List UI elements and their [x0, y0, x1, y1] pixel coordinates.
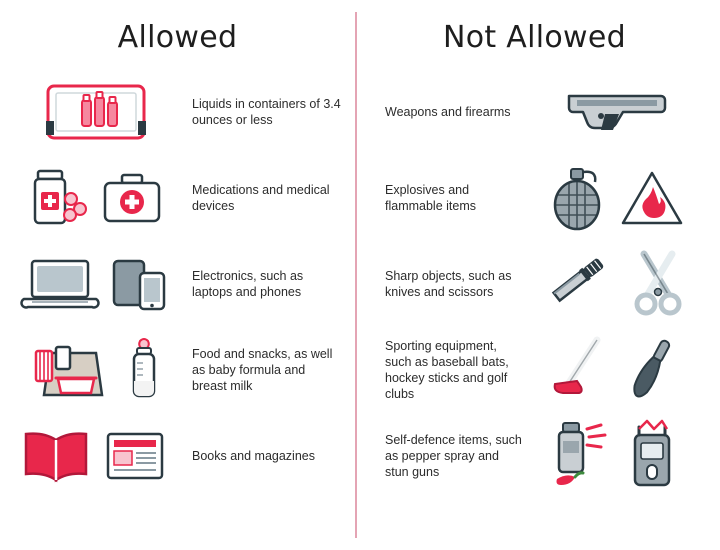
book-icon	[20, 426, 92, 486]
stun-gun-icon	[623, 419, 683, 493]
list-item-label: Explosives and flammable items	[385, 183, 476, 213]
grenade-icon	[547, 163, 609, 233]
list-item	[357, 69, 712, 155]
first-aid-kit-icon	[100, 169, 164, 227]
list-item	[0, 327, 355, 413]
pepper-spray-icon	[549, 419, 613, 493]
list-item	[357, 413, 712, 499]
allowed-column-title: Allowed	[117, 20, 238, 55]
not-allowed-icon-group	[526, 155, 712, 241]
allowed-column	[0, 0, 355, 550]
not-allowed-icon-group	[526, 327, 712, 413]
allowed-icon-group	[0, 241, 186, 327]
list-item-label: Sharp objects, such as knives and scissors	[385, 269, 512, 299]
pill-bottle-icon	[28, 165, 90, 231]
list-item	[0, 413, 355, 499]
list-item-label: Sporting equipment, such as baseball bats, hockey sticks and golf clubs	[385, 339, 509, 401]
not-allowed-icon-group	[526, 413, 712, 499]
not-allowed-column	[357, 0, 712, 550]
scissors-icon	[628, 248, 688, 320]
tablet-phone-icon	[110, 253, 172, 315]
laptop-icon	[20, 253, 100, 315]
list-item	[357, 327, 712, 413]
list-item	[0, 155, 355, 241]
list-item-label: Self-defence items, such as pepper spray and stun guns	[385, 433, 522, 479]
list-item	[0, 241, 355, 327]
not-allowed-icon-group	[526, 69, 712, 155]
not-allowed-icon-group	[526, 241, 712, 327]
baby-bottle-icon	[124, 337, 164, 403]
allowed-icon-group	[0, 413, 186, 499]
list-item-label: Electronics, such as laptops and phones	[192, 269, 304, 299]
newspaper-icon	[102, 426, 172, 486]
baseball-bat-icon	[621, 334, 683, 406]
list-item	[357, 155, 712, 241]
knife-icon	[544, 248, 618, 320]
allowed-icon-group	[0, 155, 186, 241]
flammable-sign-icon	[619, 167, 685, 229]
food-bag-icon	[28, 337, 114, 403]
allowed-items-list	[0, 63, 355, 499]
list-item-label: Liquids in containers of 3.4 ounces or less	[192, 97, 341, 127]
list-item-label: Medications and medical devices	[192, 183, 330, 213]
not-allowed-column-title: Not Allowed	[443, 20, 626, 55]
list-item	[0, 69, 355, 155]
liquids-bag-icon	[42, 81, 150, 143]
list-item-label: Food and snacks, as well as baby formula and breast milk	[192, 347, 333, 393]
not-allowed-items-list	[357, 63, 712, 499]
list-item-label: Weapons and firearms	[385, 105, 511, 119]
golf-club-icon	[549, 334, 611, 406]
list-item	[357, 241, 712, 327]
allowed-icon-group	[0, 69, 186, 155]
handgun-icon	[561, 84, 671, 140]
list-item-label: Books and magazines	[192, 449, 315, 463]
allowed-icon-group	[0, 327, 186, 413]
